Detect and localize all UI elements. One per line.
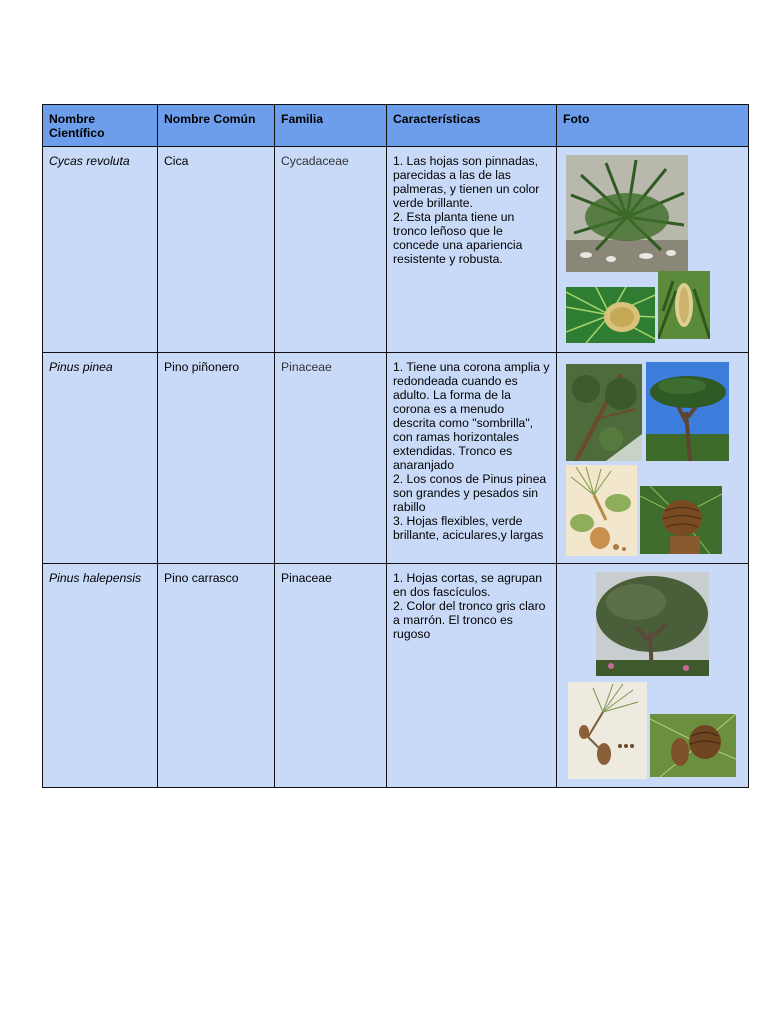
common-name-cell: Pino piñonero <box>158 353 275 564</box>
characteristics-cell <box>387 353 557 564</box>
family-cell: Cycadaceae <box>275 147 387 353</box>
photo-cell <box>557 564 749 788</box>
family-cell: Pinaceae <box>275 564 387 788</box>
header-photo: Foto <box>557 105 749 147</box>
characteristic-line: 1. Las hojas son pinnadas, parecidas a las de las palmeras, y tienen un color verde brillante. <box>393 154 540 210</box>
header-family: Familia <box>275 105 387 147</box>
characteristic-line: 2. Esta planta tiene un tronco leñoso que le concede una apariencia resistente y robusta. <box>393 210 523 266</box>
cycas-plant-photo <box>566 155 688 272</box>
scientific-name-cell: Pinus pinea <box>43 353 158 564</box>
cycas-cone-photo <box>566 287 655 343</box>
pinea-illustration-photo <box>566 465 637 556</box>
plants-table <box>42 104 749 788</box>
scientific-name-cell: Pinus halepensis <box>43 564 158 788</box>
characteristic-line: 1. Tiene una corona amplia y redondeada cuando es adulto. La forma de la corona es a menudo descrita como "sombrilla", con ramas horizontales extendidas. Tronco es anaranjado <box>393 360 550 472</box>
characteristics-cell <box>387 147 557 353</box>
scientific-name-cell: Cycas revoluta <box>43 147 158 353</box>
header-characteristics: Características <box>387 105 557 147</box>
characteristic-line: 3. Hojas flexibles, verde brillante, aciculares,y largas <box>393 514 544 542</box>
halepensis-tree-photo <box>596 572 709 676</box>
halepensis-cone-photo <box>650 714 736 777</box>
photo-cell <box>557 353 749 564</box>
characteristic-line: 2. Los conos de Pinus pinea son grandes y pesados sin rabillo <box>393 472 547 514</box>
photo-cell <box>557 147 749 353</box>
common-name-cell: Cica <box>158 147 275 353</box>
common-name-cell: Pino carrasco <box>158 564 275 788</box>
table-row <box>43 564 749 788</box>
pinea-branch-photo <box>566 364 642 461</box>
table-row <box>43 353 749 564</box>
pinea-cone-photo <box>640 486 722 554</box>
characteristics-cell <box>387 564 557 788</box>
characteristic-line: 2. Color del tronco gris claro a marrón. El tronco es rugoso <box>393 599 546 641</box>
pinea-tree-photo <box>646 362 729 461</box>
table-header-row <box>43 105 749 147</box>
halepensis-illustration-photo <box>568 682 647 779</box>
family-cell: Pinaceae <box>275 353 387 564</box>
characteristic-line: 1. Hojas cortas, se agrupan en dos fascículos. <box>393 571 543 599</box>
header-common-name: Nombre Común <box>158 105 275 147</box>
header-scientific-name: Nombre Científico <box>43 105 158 147</box>
cycas-male-cone-photo <box>658 271 710 339</box>
table-row <box>43 147 749 353</box>
